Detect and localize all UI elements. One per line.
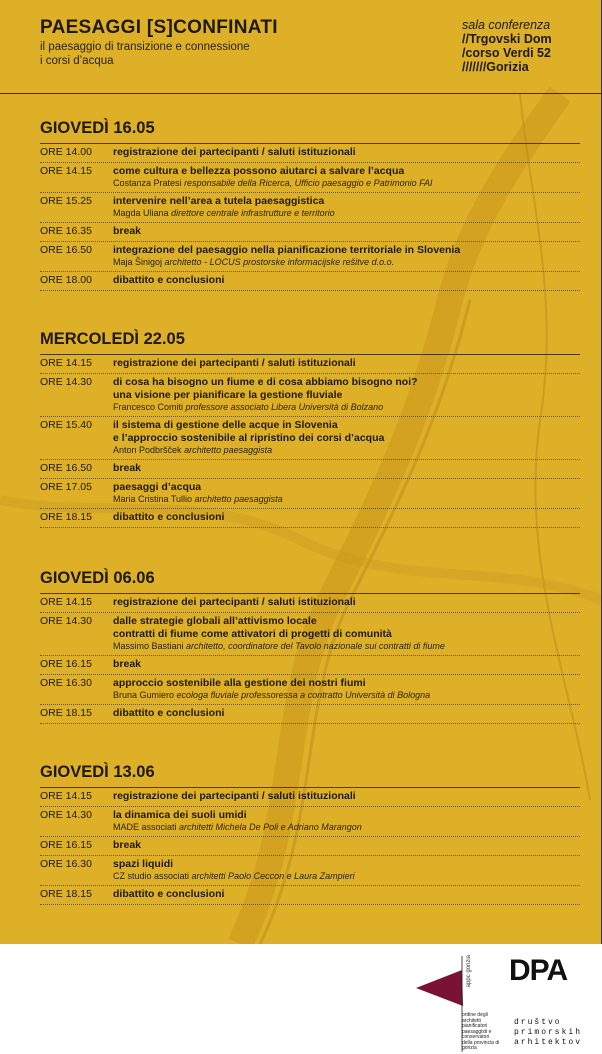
session-row bbox=[40, 837, 580, 856]
speaker-role: architetto paesaggista bbox=[194, 494, 283, 504]
session-speaker bbox=[113, 690, 580, 701]
subtitle-line: il paesaggio di transizione e connessione bbox=[40, 41, 250, 53]
header-divider bbox=[0, 93, 601, 94]
session-topic: registrazione dei partecipanti / saluti istituzionali bbox=[113, 790, 356, 802]
session-content bbox=[95, 839, 580, 852]
session-time: ORE 16.15 bbox=[40, 839, 92, 851]
session-speaker bbox=[113, 178, 580, 189]
day-title: GIOVEDÌ 16.05 bbox=[40, 119, 155, 137]
session-topic: di cosa ha bisogno un fiume e di cosa abbiamo bisogno noi? bbox=[113, 376, 418, 388]
session-time: ORE 18.15 bbox=[40, 888, 92, 900]
session-speaker bbox=[113, 641, 580, 652]
session-row bbox=[40, 460, 580, 479]
session-speaker bbox=[113, 494, 580, 505]
session-content bbox=[95, 809, 580, 833]
session-row bbox=[40, 355, 580, 374]
session-time: ORE 14.00 bbox=[40, 146, 92, 158]
session-row bbox=[40, 193, 580, 223]
session-time: ORE 16.50 bbox=[40, 244, 92, 256]
session-topic: dibattito e conclusioni bbox=[113, 511, 225, 523]
session-content bbox=[95, 790, 580, 803]
session-time: ORE 16.30 bbox=[40, 677, 92, 689]
session-time: ORE 14.30 bbox=[40, 615, 92, 627]
session-time: ORE 18.00 bbox=[40, 274, 92, 286]
speaker-role: professore associato Libera Università di Bolzano bbox=[185, 402, 384, 412]
day-schedule bbox=[40, 763, 580, 905]
session-topic: integrazione del paesaggio nella pianificazione territoriale in Slovenia bbox=[113, 244, 461, 256]
session-time: ORE 14.15 bbox=[40, 165, 92, 177]
session-content bbox=[95, 165, 580, 189]
session-time: ORE 18.15 bbox=[40, 511, 92, 523]
session-row bbox=[40, 705, 580, 724]
session-speaker bbox=[113, 445, 580, 456]
session-speaker bbox=[113, 402, 580, 413]
speaker-role: direttore centrale infrastrutture e territorio bbox=[171, 208, 335, 218]
footer bbox=[0, 944, 602, 1054]
session-time: ORE 15.25 bbox=[40, 195, 92, 207]
session-topic: dibattito e conclusioni bbox=[113, 707, 225, 719]
day-title: GIOVEDÌ 13.06 bbox=[40, 763, 155, 781]
dpa-name-line: arhitektov bbox=[514, 1038, 583, 1047]
appc-text-line: pianificatori bbox=[462, 1023, 488, 1029]
session-row bbox=[40, 509, 580, 528]
session-content bbox=[95, 274, 580, 287]
session-content bbox=[95, 677, 580, 701]
dpa-logo: DPA bbox=[509, 954, 568, 987]
session-time: ORE 16.15 bbox=[40, 658, 92, 670]
session-content bbox=[95, 615, 580, 652]
session-content bbox=[95, 596, 580, 609]
speaker-name: Bruna Gumiero bbox=[113, 690, 175, 700]
session-time: ORE 16.50 bbox=[40, 462, 92, 474]
session-time: ORE 16.30 bbox=[40, 858, 92, 870]
session-content bbox=[95, 658, 580, 671]
session-time: ORE 18.15 bbox=[40, 707, 92, 719]
speaker-name: Francesco Comiti bbox=[113, 402, 184, 412]
speaker-role: architetto - LOCUS prostorske informacijske rešitve d.o.o. bbox=[164, 257, 395, 267]
session-row bbox=[40, 242, 580, 272]
venue-line: /corso Verdi 52 bbox=[462, 46, 551, 60]
session-topic: break bbox=[113, 225, 142, 237]
venue-line: //Trgovski Dom bbox=[462, 32, 552, 46]
session-time: ORE 14.30 bbox=[40, 376, 92, 388]
day-schedule bbox=[40, 569, 580, 724]
appc-text-line: conservatori bbox=[462, 1034, 490, 1040]
session-row bbox=[40, 374, 580, 417]
session-list bbox=[40, 593, 580, 724]
dpa-name-line: primorskih bbox=[514, 1028, 583, 1037]
speaker-name: Massimo Bastiani bbox=[113, 641, 184, 651]
speaker-role: architetti Michela De Poli e Adriano Marangon bbox=[179, 822, 362, 832]
session-row bbox=[40, 479, 580, 509]
session-list bbox=[40, 354, 580, 528]
event-subtitle bbox=[40, 40, 250, 68]
session-time: ORE 14.15 bbox=[40, 596, 92, 608]
session-topic: una visione per pianificare la gestione fluviale bbox=[113, 389, 343, 401]
session-row bbox=[40, 144, 580, 163]
session-time: ORE 16.35 bbox=[40, 225, 92, 237]
session-row bbox=[40, 272, 580, 291]
speaker-name: Maria Cristina Tullio bbox=[113, 494, 193, 504]
session-row bbox=[40, 223, 580, 242]
session-time: ORE 14.30 bbox=[40, 809, 92, 821]
session-topic: intervenire nell’area a tutela paesaggistica bbox=[113, 195, 325, 207]
day-title: GIOVEDÌ 06.06 bbox=[40, 569, 155, 587]
session-row bbox=[40, 788, 580, 807]
speaker-role: architetto paesaggista bbox=[184, 445, 273, 455]
appc-text-line: ordine degli architetti bbox=[462, 1012, 488, 1024]
session-topic: la dinamica dei suoli umidi bbox=[113, 809, 247, 821]
session-topic: break bbox=[113, 462, 142, 474]
session-list bbox=[40, 787, 580, 905]
session-time: ORE 15.40 bbox=[40, 419, 92, 431]
session-topic: registrazione dei partecipanti / saluti istituzionali bbox=[113, 146, 356, 158]
session-row bbox=[40, 807, 580, 837]
session-content bbox=[95, 146, 580, 159]
session-topic: registrazione dei partecipanti / saluti istituzionali bbox=[113, 596, 356, 608]
session-content bbox=[95, 225, 580, 238]
session-content bbox=[95, 462, 580, 475]
dpa-name-line: društvo bbox=[514, 1018, 562, 1027]
session-topic: contratti di fiume come attivatori di progetti di comunità bbox=[113, 628, 392, 640]
session-topic: break bbox=[113, 658, 142, 670]
session-row bbox=[40, 163, 580, 193]
session-content bbox=[95, 888, 580, 901]
speaker-name: CZ studio associati bbox=[113, 871, 190, 881]
session-speaker bbox=[113, 871, 580, 882]
speaker-role: architetto, coordinatore del Tavolo nazionale sui contratti di fiume bbox=[186, 641, 445, 651]
session-topic: spazi liquidi bbox=[113, 858, 174, 870]
day-schedule bbox=[40, 119, 580, 291]
appc-text-line: della provincia di bbox=[462, 1039, 500, 1046]
session-content bbox=[95, 858, 580, 882]
session-row bbox=[40, 856, 580, 886]
venue-line: ///////Gorizia bbox=[462, 60, 529, 74]
session-topic: paesaggi d’acqua bbox=[113, 481, 202, 493]
day-title: MERCOLEDÌ 22.05 bbox=[40, 330, 185, 348]
session-content bbox=[95, 376, 580, 413]
session-list bbox=[40, 143, 580, 291]
session-topic: dibattito e conclusioni bbox=[113, 888, 225, 900]
session-content bbox=[95, 244, 580, 268]
day-schedule bbox=[40, 330, 580, 528]
session-time: ORE 17.05 bbox=[40, 481, 92, 493]
session-content bbox=[95, 419, 580, 456]
speaker-name: Costanza Pratesi bbox=[113, 178, 182, 188]
session-time: ORE 14.15 bbox=[40, 357, 92, 369]
session-topic: dalle strategie globali all’attivismo locale bbox=[113, 615, 317, 627]
subtitle-line: i corsi d’acqua bbox=[40, 55, 114, 67]
session-content bbox=[95, 357, 580, 370]
session-topic: come cultura e bellezza possono aiutarci a salvare l’acqua bbox=[113, 165, 405, 177]
speaker-name: Maja Šinigoj bbox=[113, 257, 163, 267]
speaker-name: Anton Podbršček bbox=[113, 445, 182, 455]
appc-label: appc gorizia bbox=[466, 955, 472, 988]
event-title: PAESAGGI [S]CONFINATI bbox=[40, 17, 278, 38]
speaker-name: MADE associati bbox=[113, 822, 177, 832]
speaker-role: architetti Paolo Ceccon e Laura Zampieri bbox=[191, 871, 355, 881]
session-row bbox=[40, 656, 580, 675]
dpa-name bbox=[514, 1018, 582, 1048]
session-content bbox=[95, 195, 580, 219]
session-row bbox=[40, 417, 580, 460]
session-content bbox=[95, 707, 580, 720]
appc-text-line: gorizia bbox=[462, 1045, 477, 1051]
appc-text bbox=[462, 1013, 502, 1052]
session-row bbox=[40, 594, 580, 613]
venue bbox=[462, 18, 552, 74]
session-row bbox=[40, 613, 580, 656]
session-content bbox=[95, 481, 580, 505]
session-speaker bbox=[113, 208, 580, 219]
session-topic: approccio sostenibile alla gestione dei nostri fiumi bbox=[113, 677, 366, 689]
speaker-role: ecologa fluviale professoressa a contratto Università di Bologna bbox=[176, 690, 431, 700]
session-topic: il sistema di gestione delle acque in Slovenia bbox=[113, 419, 338, 431]
session-speaker bbox=[113, 257, 580, 268]
header bbox=[0, 0, 601, 93]
speaker-name: Magda Uliana bbox=[113, 208, 169, 218]
session-time: ORE 14.15 bbox=[40, 790, 92, 802]
session-row bbox=[40, 886, 580, 905]
session-topic: dibattito e conclusioni bbox=[113, 274, 225, 286]
session-row bbox=[40, 675, 580, 705]
appc-text-line: paesaggisti e bbox=[462, 1028, 492, 1035]
session-content bbox=[95, 511, 580, 524]
session-speaker bbox=[113, 822, 580, 833]
speaker-role: responsabile della Ricerca, Ufficio paesaggio e Patrimonio FAI bbox=[184, 178, 433, 188]
venue-line: sala conferenza bbox=[462, 18, 551, 32]
session-topic: e l’approccio sostenibile al ripristino dei corsi d’acqua bbox=[113, 432, 385, 444]
session-topic: break bbox=[113, 839, 142, 851]
session-topic: registrazione dei partecipanti / saluti istituzionali bbox=[113, 357, 356, 369]
